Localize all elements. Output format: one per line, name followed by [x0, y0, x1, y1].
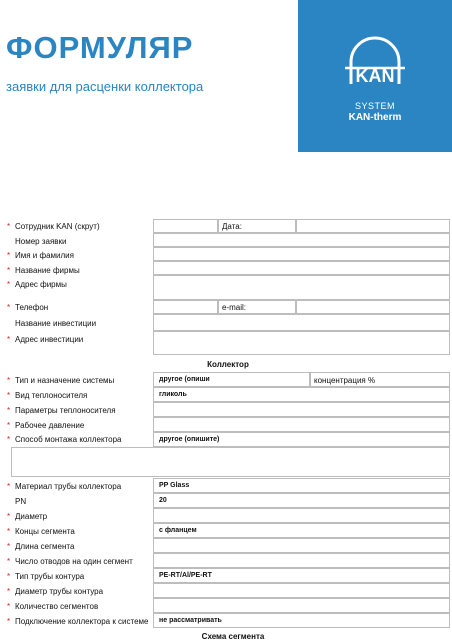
required-star: * [7, 587, 11, 596]
logo-system-text: SYSTEM [354, 101, 395, 111]
date-cell [218, 219, 296, 233]
kan-logo-icon [298, 0, 452, 152]
required-star: * [7, 527, 11, 536]
date-label: Дата: [222, 222, 242, 231]
pipe-material-label: Материал трубы коллектора [15, 482, 122, 491]
pn-select[interactable] [153, 493, 450, 508]
required-star: * [7, 251, 11, 260]
outlets-label: Число отводов на один сегмент [15, 557, 133, 566]
phone-field[interactable] [153, 300, 218, 314]
required-star: * [7, 376, 11, 385]
required-star: * [7, 335, 11, 344]
connection-select[interactable] [153, 613, 450, 628]
connection-value: не рассматривать [159, 617, 222, 624]
circuit-pipe-type-label: Тип трубы контура [15, 572, 85, 581]
name-label: Имя и фамилия [15, 251, 74, 260]
required-star: * [7, 617, 11, 626]
email-cell [218, 300, 296, 314]
circuit-pipe-type-value: PE-RT/Al/PE-RT [159, 572, 212, 579]
segment-ends-value: с фланцем [159, 527, 197, 534]
request-number-field[interactable] [153, 233, 450, 247]
required-star: * [7, 222, 11, 231]
employee-label: Сотрудник KAN (скрут) [15, 222, 100, 231]
investment-address-label: Адрес инвестиции [15, 335, 84, 344]
mounting-label: Способ монтажа коллектора [15, 435, 122, 444]
pipe-material-select[interactable] [153, 478, 450, 493]
coolant-params-label: Параметры теплоносителя [15, 406, 116, 415]
company-address-field[interactable] [153, 275, 450, 300]
diameter-field[interactable] [153, 508, 450, 523]
coolant-label: Вид теплоносителя [15, 391, 88, 400]
circuit-pipe-type-select[interactable] [153, 568, 450, 583]
pn-value: 20 [159, 497, 167, 504]
required-star: * [7, 512, 11, 521]
required-star: * [7, 557, 11, 566]
required-star: * [7, 482, 11, 491]
concentration-label: концентрация % [314, 376, 376, 385]
investment-name-field[interactable] [153, 314, 450, 331]
request-number-label: Номер заявки [15, 237, 67, 246]
required-star: * [7, 435, 11, 444]
required-star: * [7, 280, 11, 289]
mounting-value: другое (опишите) [159, 436, 220, 443]
name-field[interactable] [153, 247, 450, 261]
kan-therm-logo [298, 0, 452, 152]
working-pressure-field[interactable] [153, 417, 450, 432]
collector-section-title: Коллектор [207, 360, 249, 369]
mounting-select[interactable] [153, 432, 450, 447]
circuit-pipe-diameter-field[interactable] [153, 583, 450, 598]
system-type-label: Тип и назначение системы [15, 376, 115, 385]
company-field[interactable] [153, 261, 450, 275]
segments-count-label: Количество сегментов [15, 602, 99, 611]
company-address-label: Адрес фирмы [15, 280, 67, 289]
pipe-material-value: PP Glass [159, 482, 190, 489]
concentration-cell[interactable] [310, 372, 450, 387]
outlets-field[interactable] [153, 553, 450, 568]
coolant-value: гликоль [159, 391, 187, 398]
required-star: * [7, 303, 11, 312]
required-star: * [7, 266, 11, 275]
system-type-value: другое (опиши [159, 376, 210, 383]
connection-label: Подключение коллектора к системе [15, 617, 149, 626]
required-star: * [7, 391, 11, 400]
segments-count-field[interactable] [153, 598, 450, 613]
diameter-label: Диаметр [15, 512, 48, 521]
mounting-description-field[interactable] [11, 447, 450, 477]
logo-brand-text: KAN-therm [348, 112, 402, 123]
segment-length-label: Длина сегмента [15, 542, 75, 551]
required-star: * [7, 406, 11, 415]
circuit-pipe-diameter-label: Диаметр трубы контура [15, 587, 104, 596]
required-star: * [7, 572, 11, 581]
email-label: e-mail: [222, 303, 247, 312]
company-label: Название фирмы [15, 266, 80, 275]
investment-address-field[interactable] [153, 331, 450, 355]
segment-scheme-title: Схема сегмента [201, 632, 265, 641]
segment-ends-select[interactable] [153, 523, 450, 538]
employee-field[interactable] [153, 219, 218, 233]
segment-ends-label: Концы сегмента [15, 527, 75, 536]
working-pressure-label: Рабочее давление [15, 421, 85, 430]
required-star: * [7, 542, 11, 551]
date-field[interactable] [296, 219, 450, 233]
form-subtitle: заявки для расценки коллектора [6, 79, 204, 94]
investment-name-label: Название инвестиции [15, 319, 97, 328]
logo-mark-text: KAN [355, 66, 395, 86]
form-title: ФОРМУЛЯР [6, 30, 194, 65]
phone-label: Телефон [15, 303, 49, 312]
coolant-select[interactable] [153, 387, 450, 402]
required-star: * [7, 602, 11, 611]
segment-length-field[interactable] [153, 538, 450, 553]
required-star: * [7, 421, 11, 430]
pn-label: PN [15, 497, 27, 506]
email-field[interactable] [296, 300, 450, 314]
coolant-params-field[interactable] [153, 402, 450, 417]
system-type-select[interactable] [153, 372, 310, 387]
